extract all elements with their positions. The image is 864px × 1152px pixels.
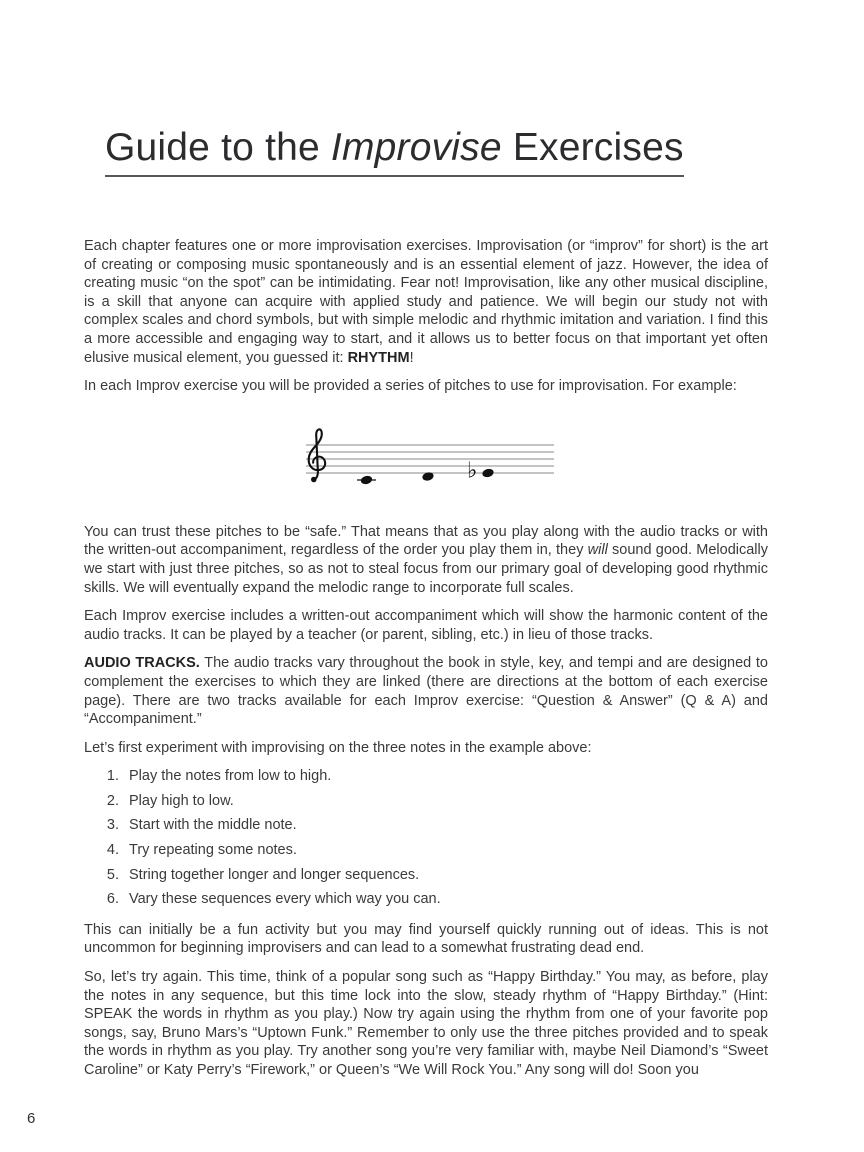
list-item-number: 5.	[106, 866, 119, 883]
list-item-number: 1.	[106, 768, 119, 785]
list-item-text: Try repeating some notes.	[129, 842, 297, 859]
title-pre: Guide to the	[105, 126, 331, 169]
paragraph-accompaniment: Each Improv exercise includes a written-out accompaniment which will show the harmonic content of the audio tracks. It can be played by a teacher (or parent, sibling, etc.) in lieu of those tracks.	[84, 608, 768, 643]
page-number: 6	[27, 1110, 36, 1127]
body-content	[84, 237, 768, 1090]
list-item-text: Start with the middle note.	[129, 817, 297, 834]
list-item-text: String together longer and longer sequences.	[129, 866, 420, 883]
staff-lines	[306, 445, 554, 473]
title-post: Exercises	[501, 126, 684, 169]
list-item-text: Play the notes from low to high.	[129, 768, 332, 785]
paragraph-safe-pitches	[84, 523, 768, 597]
list-item-number: 4.	[106, 842, 119, 859]
list-item-number: 6.	[106, 891, 119, 908]
paragraph-pitches-lead: In each Improv exercise you will be provided a series of pitches to use for improvisation. For example:	[84, 378, 737, 395]
list-item	[99, 767, 768, 786]
treble-clef-icon	[309, 429, 325, 482]
list-item-number: 2.	[106, 792, 119, 809]
numbered-list	[99, 767, 768, 909]
page-title	[105, 126, 684, 177]
paragraph-intro-text: Each chapter features one or more improvisation exercises. Improvisation (or “improv” for short) is the art of creating or composing music spontaneously and is an essential element of jazz. However, the idea of creating music “on the spot” can be intimidating. Fear not! Improvisation, like any other musical discipline, is a skill that anyone can acquire with applied study and patience. We will begin our study not with complex scales and chord symbols, but with simple melodic and rhythmic imitation and variation. I find this a more accessible and engaging way to start, and it allows us to better focus on that important yet often elusive musical element, you guessed it:	[84, 238, 768, 366]
flat-icon: ♭	[467, 458, 478, 484]
music-staff-example	[304, 420, 560, 502]
list-item	[99, 816, 768, 835]
paragraph-experiment-lead: Let’s first experiment with improvising on the three notes in the example above:	[84, 739, 592, 756]
paragraph-intro	[84, 237, 768, 367]
list-item	[99, 890, 768, 909]
list-item-text: Play high to low.	[129, 792, 234, 809]
rhythm-bold-word: RHYTHM	[347, 349, 410, 366]
list-item-number: 3.	[106, 817, 119, 834]
paragraph-try-again: So, let’s try again. This time, think of a popular song such as “Happy Birthday.” You may, as before, play the notes in any sequence, but this time lock into the slow, steady rhythm of “Happy Birthday.” (Hint: SPEAK the words in rhythm as you play.) Now try again using the rhythm from one of your favorite pop songs, say, Bruno Mars’s “Uptown Funk.” Remember to only use the three pitches provided and to speak the words in rhythm as you play. Try another song you’re very familiar with, maybe Neil Diamond’s “Sweet Caroline” or Katy Perry’s “Firework,” or Queen’s “We Will Rock You.” Any song will do! Soon you	[84, 969, 768, 1078]
paragraph-audio-tracks	[84, 654, 768, 728]
title-italic-word: Improvise	[330, 126, 502, 169]
list-item	[99, 841, 768, 860]
list-item	[99, 792, 768, 811]
will-italic-word: will	[587, 542, 608, 559]
paragraph-safe-text: You can trust these pitches to be “safe.” That means that as you play along with the audio tracks or with the written-out accompaniment, regardless of the order you play them in, they	[84, 523, 768, 559]
paragraph-safe-end: sound good. Melodically we start with just three pitches, so as not to steal focus from our primary goal of developing good rhythmic skills. We will eventually expand the melodic range to incorporate full scales.	[84, 542, 768, 596]
paragraph-dead-end: This can initially be a fun activity but you may find yourself quickly running out of ideas. This is not uncommon for beginning improvisers and can lead to a somewhat frustrating dead end.	[84, 921, 768, 957]
audio-tracks-text: The audio tracks vary throughout the book in style, key, and tempi and are designed to complement the exercises to which they are linked (there are directions at the bottom of each exercise page). There are two tracks available for each Improv exercise: “Question & Answer” (Q & A) and “Accompaniment.”	[84, 655, 768, 728]
paragraph-intro-end: !	[409, 349, 414, 366]
audio-tracks-heading: AUDIO TRACKS.	[84, 655, 200, 672]
list-item-text: Vary these sequences every which way you can.	[129, 891, 441, 908]
list-item	[99, 866, 768, 885]
note-c4	[357, 474, 376, 485]
note-eflat4	[467, 458, 495, 483]
